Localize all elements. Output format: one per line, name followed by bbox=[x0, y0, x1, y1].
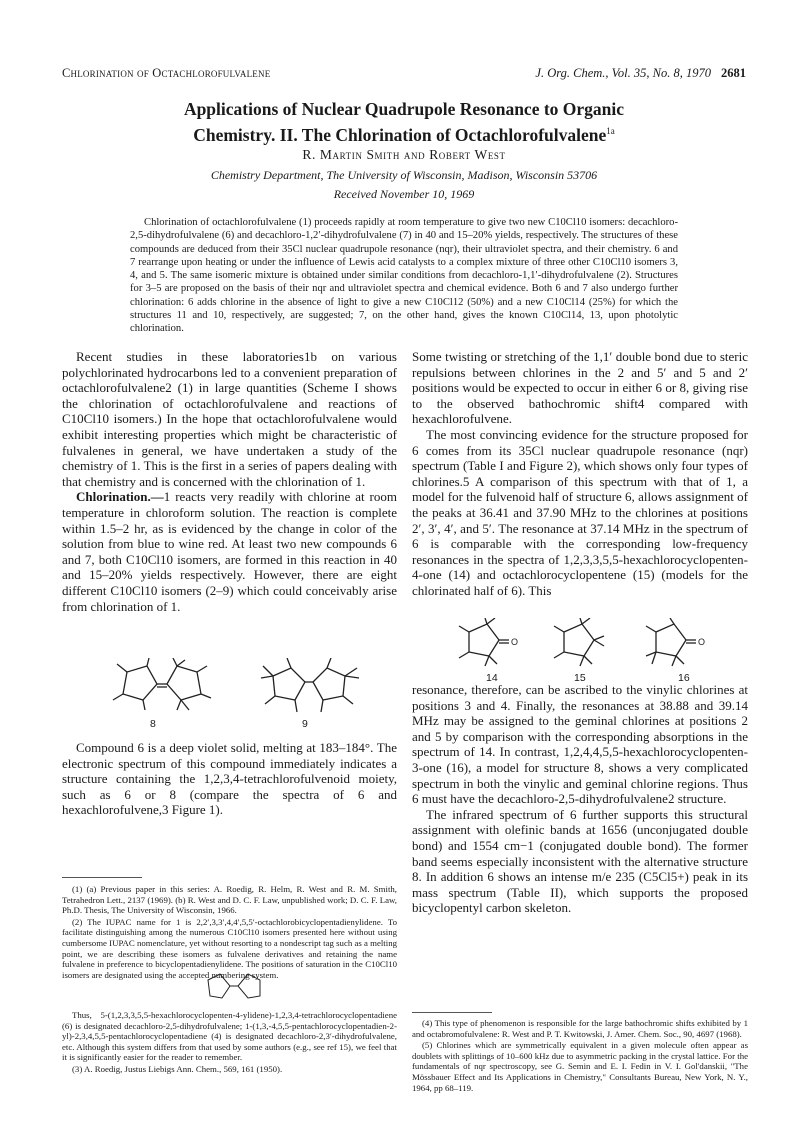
footnote-rule-left bbox=[62, 877, 142, 878]
page-number: 2681 bbox=[721, 66, 746, 80]
footnotes-left-continued bbox=[62, 1010, 397, 1076]
section-heading-chlorination: Chlorination.— bbox=[76, 489, 164, 505]
footnote-2: (2) The IUPAC name for 1 is 2,2′,3,3′,4,4′,5,5′-octachlorobicyclopentadienylidene. To facilitate distinguishing among the numerous C10Cl10 isomers presented here without using cumbersome IUPAC nomenclature, yet without resorting to a nondescript tag such as a melting point, we are describing these isomers as fulvalene derivatives and retaining the name fulvalene in preference to bicyclopentadienylidene. The positions of saturation in the C10Cl10 isomers are designated using the accepted numbering system. bbox=[62, 916, 397, 980]
infrared-paragraph: The infrared spectrum of 6 further supports this structural assignment with olefinic bands at 1656 (unconjugated double bond) and 1554 cm−1 (conjugated double bond). The former band seems especially inconsistent with the alternative structure 8. In addition 6 shows an intense m/e 235 (C5Cl5+) peak in its mass spectrum (Table II), which supports the proposed bicyclopentyl carbon skeleton. bbox=[412, 806, 748, 916]
footnotes-right bbox=[412, 1018, 748, 1094]
structure-label-8: 8 bbox=[150, 718, 156, 730]
authors: R. Martin Smith and Robert West bbox=[302, 147, 506, 162]
footnote-rule-right bbox=[412, 1012, 492, 1013]
left-column-middle bbox=[62, 740, 397, 818]
structure-label-9: 9 bbox=[302, 718, 308, 730]
title-line-2: Chemistry. II. The Chlorination of Octachlorofulvalene bbox=[193, 124, 607, 145]
title-footnote-marker: 1a bbox=[606, 126, 615, 136]
affiliation: Chemistry Department, The University of Wisconsin, Madison, Wisconsin 53706 bbox=[210, 168, 598, 182]
resonance-assignment-paragraph: resonance, therefore, can be ascribed to the vinylic chlorines at positions 3 and 4. Finally, the resonances at 38.88 and 39.14 MHz may be assigned to the geminal chlorines at positions 2 and 5 by comparison with the corresponding absorptions in the spectrum of 14. In contrast, 1,2,4,4,5,5-hexachlorocyclopenten-3-one (16), a model for structure 8, shows a very complicated spectrum in both the vinylic and geminal chlorine regions. Thus 6 must have the decachloro-2,5-dihydrofulvalene2 structure. bbox=[412, 682, 748, 807]
structure-label-15: 15 bbox=[574, 672, 586, 684]
left-column-top bbox=[62, 349, 397, 614]
article-title bbox=[60, 98, 748, 146]
structure-14-diagram bbox=[455, 618, 525, 668]
journal-name: J. Org. Chem., Vol. 35, No. 8, 1970 bbox=[535, 66, 711, 80]
footnote-1: (1) (a) Previous paper in this series: A. Roedig, R. Helm, R. West and R. M. Smith, Tetrahedron Lett., 2137 (1969). (b) R. West and D. C. F. Law, unpublished work; D. C. F. Law, Ph.D. Thesis, The University of Wisconsin, 1966. bbox=[62, 884, 397, 916]
structure-8-diagram bbox=[105, 658, 215, 720]
right-column-top bbox=[412, 349, 748, 599]
running-title: Chlorination of Octachlorofulvalene bbox=[62, 66, 271, 80]
received-date: Received November 10, 1969 bbox=[333, 187, 475, 201]
footnote-3: (3) A. Roedig, Justus Liebigs Ann. Chem., 569, 161 (1950). bbox=[72, 1063, 283, 1074]
journal-citation bbox=[535, 66, 746, 81]
structure-label-14: 14 bbox=[486, 672, 498, 684]
title-line-1: Applications of Nuclear Quadrupole Resonance to Organic bbox=[183, 99, 625, 119]
structure-16-diagram bbox=[640, 618, 712, 668]
structure-9-diagram bbox=[255, 658, 365, 720]
abstract: Chlorination of octachlorofulvalene (1) proceeds rapidly at room temperature to give two new C10Cl10 isomers: decachloro-2,5-dihydrofulvalene (6) and decachloro-1,2′-dihydrofulvalene (7) in 40 and 15–20% yields, respectively. The structures of these compounds are deduced from their 35Cl nuclear quadrupole resonance (nqr), their ultraviolet spectra, and their chemistry. 6 and 7 rearrange upon heating or under the influence of Lewis acid catalysts to a complex mixture of three other C10Cl10 isomers 3, 4, and 5. The same isomeric mixture is obtained under similar conditions from decachloro-1,1′-dihydrofulvalene (2). Structures for 3–5 are proposed on the basis of their nqr and ultraviolet spectra and chemical evidence. Both 6 and 7 also undergo further chlorination: 6 adds chlorine in the absence of light to give a new C10Cl12 (50%) and a new C10Cl14 (25%) for which the structures 11 and 10, respectively, are suggested; 7, on the other hand, gives the known C10Cl14, 13, upon photolytic chlorination. bbox=[130, 217, 678, 335]
compound-6-paragraph: Compound 6 is a deep violet solid, melting at 183–184°. The electronic spectrum of this compound immediately indicates a structure containing the 1,2,3,4-tetrachlorofulvenoid moiety, such as 6 or 8 (compare the spectra of 6 and hexachlorofulvene,3 Figure 1). bbox=[62, 740, 397, 818]
structure-label-16: 16 bbox=[678, 672, 690, 684]
chlorination-text: 1 reacts very readily with chlorine at room temperature in chloroform solution. The reaction is complete within 1.5–2 hr, as is evidenced by the change in color of the solution from blue to wine red. At least two new compounds 6 and 7, both C10Cl10 isomers, are formed in this reaction in 40 and 15–20% yields respectively. However, there are eight different C10Cl10 isomers (2–9) which could conceivably arise from chlorination of 1. bbox=[62, 489, 397, 614]
footnote-2-continued: Thus, 5-(1,2,3,3,5,5-hexachlorocyclopenten-4-ylidene)-1,2,3,4-tetrachlorocyclopentadiene (6) is designated decachloro-2,5-dihydrofulvalene; 1-(1,3,-4,5,5-pentachlorocyclopentadien-2-yl)-2,3,4,5,5-pentachlorocyclopentadiene (4) is designated decachloro-2,3′-dihydrofulvalene, etc. Although this system differs from that used by some authors (e.g., see ref 15), we feel that it is significantly easier for the reader to remember. bbox=[62, 1010, 397, 1063]
right-column-middle bbox=[412, 682, 748, 916]
intro-paragraph: Recent studies in these laboratories1b on various polychlorinated hydrocarbons led to a convenient preparation of octachlorofulvalene2 (1) in large quantities (Scheme I shows the chlorination of octachlorofulvalene and reactions of C10Cl10 isomers.) In the hope that octachlorofulvalene would exhibit interesting properties which might be characteristic of fulvalenes in general, we have undertaken a study of the chemistry of 1. This is the first in a series of papers dealing with that chemistry and is concerned with the chlorination of 1. bbox=[62, 349, 397, 489]
nqr-evidence-paragraph: The most convincing evidence for the structure proposed for 6 comes from its 35Cl nuclear quadrupole resonance (nqr) spectrum (Table I and Figure 2), which shows only four types of chlorines.5 A comparison of this spectrum with that of 1, a model for the fulvenoid half of structure 6, allows assignment of the peaks at 36.41 and 37.90 MHz to the chlorines at positions 2′, 3′, 4′, and 5′. The resonance at 37.14 MHz in the spectrum of 6 is comparable with the corresponding low-frequency resonances in the spectra of 1,2,3,3,5,5-hexachlorocyclopenten-4-one (14) and octachlorocyclopentene (15) (models for the chlorinated half of 6). This bbox=[412, 426, 748, 598]
running-header bbox=[62, 66, 746, 84]
footnote-4: (4) This type of phenomenon is responsible for the large bathochromic shifts exhibited by 1 and octabromofulvalene: R. West and P. T. Kwitowski, J. Amer. Chem. Soc., 90, 4697 (1968). bbox=[412, 1018, 748, 1039]
svg-text:O: O bbox=[511, 637, 519, 647]
footnote-5: (5) Chlorines which are symmetrically equivalent in a given molecule often appear as doublets with splittings of 10–600 kHz due to asymmetric packing in the crystal lattice. For the fundamentals of nqr spectroscopy, see G. Semin and E. I. Fedin in V. I. Gol'danskii, "The Mössbauer Effect and Its Applications in Chemistry," Consultants Bureau, New York, N. Y., 1964, pp 68–119. bbox=[412, 1040, 748, 1093]
numbering-scheme-diagram bbox=[200, 968, 270, 1006]
footnotes-left bbox=[62, 884, 397, 981]
chlorination-paragraph bbox=[62, 489, 397, 614]
twisting-paragraph: Some twisting or stretching of the 1,1′ double bond due to steric repulsions between chlorines in the 2 and 5′ and 5 and 2′ positions would be expected to occur in either 6 or 8, giving rise to the observed bathochromic shift4 compared with hexachlorofulvene. bbox=[412, 349, 748, 427]
structure-15-diagram bbox=[550, 618, 610, 668]
svg-text:O: O bbox=[698, 637, 706, 647]
